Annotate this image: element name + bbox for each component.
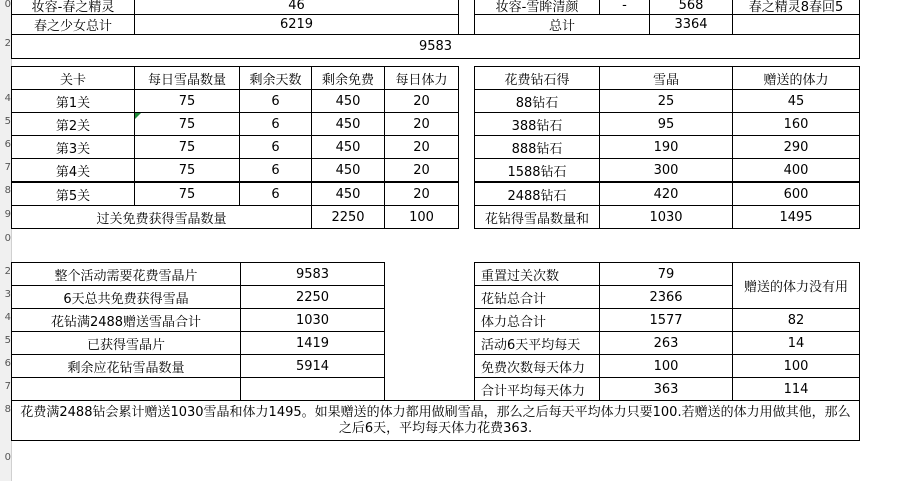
left-table-footer-free[interactable]: 2250	[311, 205, 385, 229]
left-table-cell[interactable]: 450	[311, 112, 385, 136]
summary-left-value[interactable]: 5914	[240, 354, 385, 378]
cell[interactable]	[732, 14, 860, 35]
right-table-footer[interactable]: 花钻得雪晶数量和	[474, 205, 600, 229]
summary-right-extra[interactable]: 14	[732, 331, 860, 355]
summary-left-value[interactable]: 9583	[240, 262, 385, 286]
right-table-footer[interactable]: 1495	[732, 205, 860, 229]
right-table-cell[interactable]: 420	[599, 182, 733, 206]
summary-right-label[interactable]: 免费次数每天体力	[474, 354, 600, 378]
cell[interactable]: 总计	[474, 14, 650, 35]
row-number: 4	[4, 312, 11, 323]
summary-right-extra[interactable]: 114	[732, 377, 860, 401]
row-number: 0	[4, 0, 11, 10]
row-number: 6	[4, 139, 11, 150]
cell[interactable]: 6219	[134, 14, 459, 35]
right-table-footer[interactable]: 1030	[599, 205, 733, 229]
right-table-cell[interactable]: 290	[732, 135, 860, 159]
summary-left-empty[interactable]	[240, 377, 385, 401]
right-table-cell[interactable]: 190	[599, 135, 733, 159]
cell[interactable]: 春之少女总计	[11, 14, 135, 35]
left-table-cell[interactable]: 6	[239, 112, 312, 136]
left-table-cell[interactable]: 第1关	[11, 89, 135, 113]
right-table-cell[interactable]: 160	[732, 112, 860, 136]
left-table-cell[interactable]: 75	[134, 112, 240, 136]
left-table-cell[interactable]: 450	[311, 89, 385, 113]
right-table-cell[interactable]: 95	[599, 112, 733, 136]
right-table-cell[interactable]: 888钻石	[474, 135, 600, 159]
right-table-cell[interactable]: 388钻石	[474, 112, 600, 136]
summary-right-value[interactable]: 263	[599, 331, 733, 355]
summary-left-value[interactable]: 2250	[240, 285, 385, 309]
cell[interactable]: 春之精灵8春回5	[732, 0, 860, 15]
summary-right-label[interactable]: 合计平均每天体力	[474, 377, 600, 401]
summary-right-label[interactable]: 活动6天平均每天	[474, 331, 600, 355]
left-table-cell[interactable]: 20	[384, 158, 459, 182]
summary-right-label[interactable]: 体力总合计	[474, 308, 600, 332]
cell[interactable]: 妆容-雪眸清颜	[474, 0, 600, 15]
summary-left-value[interactable]: 1419	[240, 331, 385, 355]
summary-right-value[interactable]: 79	[599, 262, 733, 286]
row-number: 0	[4, 452, 11, 463]
left-table-cell[interactable]: 6	[239, 89, 312, 113]
row-number: 8	[4, 185, 11, 196]
left-table-header[interactable]: 每日雪晶数量	[134, 66, 240, 90]
cell[interactable]: 3364	[649, 14, 733, 35]
left-table-cell[interactable]: 450	[311, 135, 385, 159]
left-table-cell[interactable]: 第2关	[11, 112, 135, 136]
summary-left-label[interactable]: 整个活动需要花费雪晶片	[11, 262, 241, 286]
summary-right-value[interactable]: 100	[599, 354, 733, 378]
comment-indicator	[135, 113, 141, 119]
left-table-header[interactable]: 关卡	[11, 66, 135, 90]
right-table-cell[interactable]: 600	[732, 182, 860, 206]
row-number: 9	[4, 209, 11, 220]
row-number: 7	[4, 162, 11, 173]
cell[interactable]: -	[599, 0, 650, 15]
right-table-cell[interactable]: 1588钻石	[474, 158, 600, 182]
summary-left-label[interactable]: 已获得雪晶片	[11, 331, 241, 355]
right-table-header[interactable]: 花费钻石得	[474, 66, 600, 90]
summary-right-label[interactable]: 花钻总合计	[474, 285, 600, 309]
row-number: 7	[4, 381, 11, 392]
left-table-footer-stamina[interactable]: 100	[384, 205, 459, 229]
row-number: 4	[4, 93, 11, 104]
left-table-header[interactable]: 剩余天数	[239, 66, 312, 90]
left-table-cell[interactable]: 20	[384, 112, 459, 136]
left-table-cell[interactable]: 20	[384, 135, 459, 159]
summary-left-label[interactable]: 花钻满2488赠送雪晶合计	[11, 308, 241, 332]
left-table-cell[interactable]: 450	[311, 158, 385, 182]
left-table-cell[interactable]: 75	[134, 89, 240, 113]
summary-left-label[interactable]: 6天总共免费获得雪晶	[11, 285, 241, 309]
right-table-cell[interactable]: 88钻石	[474, 89, 600, 113]
left-table-cell[interactable]: 450	[311, 182, 385, 206]
left-table-footer-label[interactable]: 过关免费获得雪晶数量	[11, 205, 312, 229]
summary-left-empty[interactable]	[11, 377, 241, 401]
note-cell[interactable]: 花费满2488钻会累计赠送1030雪晶和体力1495。如果赠送的体力都用做刷雪晶，那么之后每天平均体力只要100.若赠送的体力用做其他，那么之后6天，平均每天体力花费363.	[11, 400, 860, 441]
summary-right-extra[interactable]: 100	[732, 354, 860, 378]
cell[interactable]: 46	[134, 0, 459, 15]
row-number: 2	[4, 38, 11, 49]
summary-left-value[interactable]: 1030	[240, 308, 385, 332]
summary-right-merged-note[interactable]: 赠送的体力没有用	[732, 262, 860, 309]
right-table-cell[interactable]: 45	[732, 89, 860, 113]
left-table-cell[interactable]: 6	[239, 158, 312, 182]
left-table-cell[interactable]: 75	[134, 158, 240, 182]
right-table-cell[interactable]: 400	[732, 158, 860, 182]
summary-right-extra[interactable]: 82	[732, 308, 860, 332]
summary-right-label[interactable]: 重置过关次数	[474, 262, 600, 286]
left-table-cell[interactable]: 第3关	[11, 135, 135, 159]
row-number: 5	[4, 335, 11, 346]
summary-right-value[interactable]: 2366	[599, 285, 733, 309]
grand-total-cell[interactable]: 9583	[11, 34, 860, 59]
right-table-header[interactable]: 雪晶	[599, 66, 733, 90]
row-number: 8	[4, 404, 11, 415]
left-table-cell[interactable]: 6	[239, 135, 312, 159]
right-table-cell[interactable]: 2488钻石	[474, 182, 600, 206]
summary-left-label[interactable]: 剩余应花钻雪晶数量	[11, 354, 241, 378]
left-table-cell[interactable]: 6	[239, 182, 312, 206]
left-table-cell[interactable]: 75	[134, 182, 240, 206]
left-table-header[interactable]: 每日体力	[384, 66, 459, 90]
left-table-cell[interactable]: 20	[384, 182, 459, 206]
row-number: 3	[4, 289, 11, 300]
summary-right-value[interactable]: 363	[599, 377, 733, 401]
right-table-cell[interactable]: 300	[599, 158, 733, 182]
row-number: 0	[4, 233, 11, 244]
row-number: 5	[4, 116, 11, 127]
left-table-cell[interactable]: 20	[384, 89, 459, 113]
left-table-cell[interactable]: 第4关	[11, 158, 135, 182]
row-number: 2	[4, 266, 11, 277]
left-table-cell[interactable]: 第5关	[11, 182, 135, 206]
cell[interactable]: 妆容-春之精灵	[11, 0, 135, 15]
summary-right-value[interactable]: 1577	[599, 308, 733, 332]
left-table-cell[interactable]: 75	[134, 135, 240, 159]
cell[interactable]: 568	[649, 0, 733, 15]
row-number: 6	[4, 358, 11, 369]
left-table-header[interactable]: 剩余免费	[311, 66, 385, 90]
right-table-header[interactable]: 赠送的体力	[732, 66, 860, 90]
right-table-cell[interactable]: 25	[599, 89, 733, 113]
